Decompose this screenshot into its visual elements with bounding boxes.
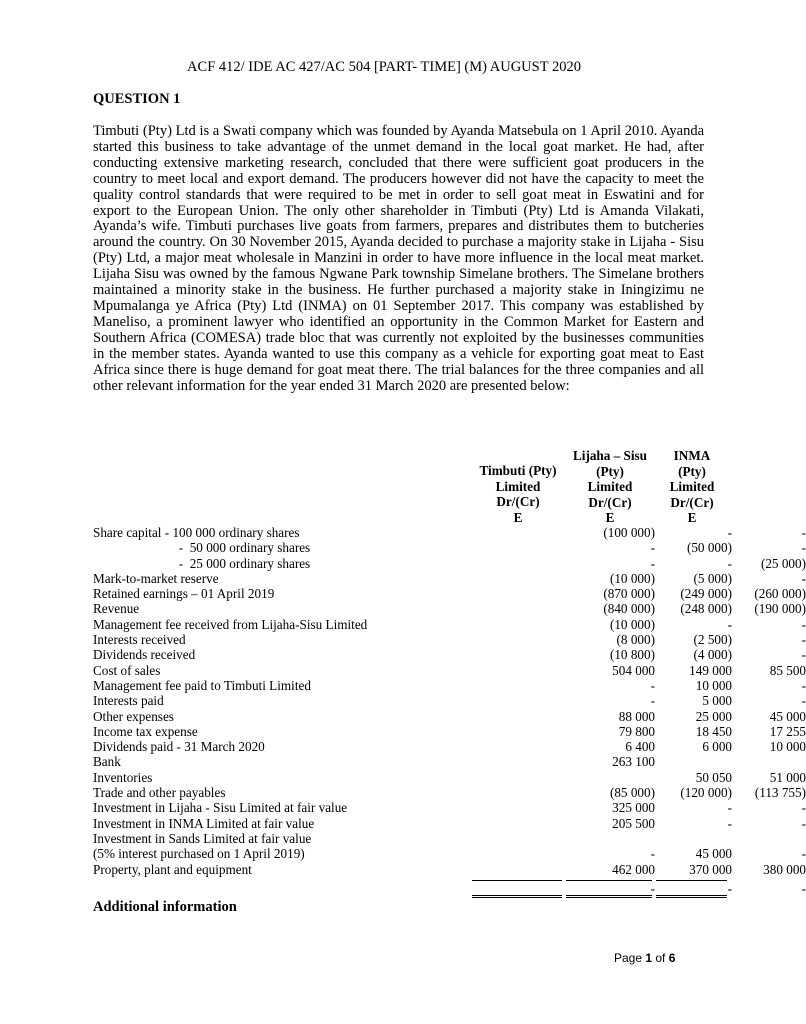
row-label: Revenue: [93, 601, 140, 617]
column-header-line: Dr/(Cr): [588, 494, 632, 510]
question-title: QUESTION 1: [93, 91, 181, 107]
timbuti-value: (10 000): [609, 570, 655, 586]
column-header-line: Dr/(Cr): [496, 494, 540, 509]
column-header-line: Limited: [669, 479, 715, 494]
timbuti-value: 205 500: [612, 815, 655, 831]
totals-row: [93, 881, 806, 896]
inma-value: 51 000: [769, 769, 806, 785]
page-number: [614, 951, 675, 965]
table-row: [93, 693, 806, 709]
lijaha-sisu-total: -: [727, 881, 732, 896]
row-label: Interests paid: [93, 693, 164, 709]
total-double-rule: [566, 895, 652, 898]
row-label: Inventories: [93, 769, 153, 785]
row-label: [93, 831, 311, 862]
inma-value: 45 000: [769, 708, 806, 724]
column-header-line: E: [513, 509, 523, 525]
column-header-inma: [656, 448, 728, 526]
inma-value: -: [801, 540, 806, 556]
table-row: [93, 815, 806, 831]
row-label: Investment in Lijaha - Sisu Limited at fair value: [93, 800, 348, 816]
timbuti-value: (840 000): [603, 601, 655, 617]
row-label: Share capital - 100 000 ordinary shares: [93, 525, 300, 540]
row-label: Interests received: [93, 632, 186, 648]
timbuti-value: 462 000: [612, 861, 655, 877]
timbuti-value: 6 400: [625, 739, 655, 755]
inma-value: 380 000: [763, 861, 806, 877]
table-row: [93, 632, 806, 648]
inma-value: -: [801, 632, 806, 648]
table-row: [93, 677, 806, 693]
lijaha-sisu-value: (5 000): [693, 570, 732, 586]
table-row: [93, 800, 806, 816]
column-header-line: Lijaha – Sisu: [572, 448, 648, 463]
column-header-line: (Pty): [678, 463, 706, 479]
timbuti-value: (100 000): [603, 525, 655, 540]
column-header-line: E: [605, 510, 615, 525]
row-label: Other expenses: [93, 708, 174, 724]
table-row: [93, 861, 806, 877]
table-row: [93, 540, 806, 556]
inma-value: 10 000: [769, 739, 806, 755]
column-header-line: Timbuti (Pty): [479, 463, 557, 478]
table-row: [93, 769, 806, 785]
inma-total: -: [801, 881, 806, 896]
table-row: [93, 616, 806, 632]
inma-value: -: [801, 693, 806, 709]
total-double-rule: [472, 895, 562, 898]
lijaha-sisu-value: 50 050: [695, 769, 732, 785]
inma-value: -: [801, 647, 806, 663]
inma-value: (260 000): [754, 586, 806, 602]
timbuti-value: -: [650, 846, 655, 862]
inma-value: (113 755): [754, 785, 806, 801]
lijaha-sisu-value: (50 000): [686, 540, 732, 556]
inma-value: -: [801, 570, 806, 586]
column-header-line: (Pty): [596, 463, 624, 479]
lijaha-sisu-value: 45 000: [695, 846, 732, 862]
document-header: ACF 412/ IDE AC 427/AC 504 [PART- TIME] (M) AUGUST 2020: [187, 59, 581, 75]
lijaha-sisu-value: 6 000: [702, 739, 732, 755]
inma-value: (190 000): [754, 601, 806, 617]
timbuti-value: (85 000): [609, 785, 655, 801]
inma-value: -: [801, 525, 806, 540]
page-total: 6: [668, 951, 676, 965]
lijaha-sisu-value: -: [727, 800, 732, 816]
column-header-lijaha-sisu: [564, 448, 656, 526]
inma-value: -: [801, 815, 806, 831]
table-row: [93, 708, 806, 724]
lijaha-sisu-value: -: [727, 555, 732, 571]
trial-balance-table: [93, 525, 806, 877]
row-label: Trade and other payables: [93, 785, 226, 801]
timbuti-value: 504 000: [612, 662, 655, 678]
table-row: [93, 739, 806, 755]
inma-value: -: [801, 846, 806, 862]
lijaha-sisu-value: 149 000: [689, 662, 732, 678]
lijaha-sisu-value: 370 000: [689, 861, 732, 877]
lijaha-sisu-value: (120 000): [680, 785, 732, 801]
lijaha-sisu-value: 10 000: [695, 677, 732, 693]
timbuti-value: 88 000: [618, 708, 655, 724]
lijaha-sisu-value: -: [727, 815, 732, 831]
inma-value: -: [801, 800, 806, 816]
row-label-line: Investment in Sands Limited at fair value: [93, 830, 312, 846]
row-label: Income tax expense: [93, 723, 198, 739]
inma-value: (25 000): [760, 555, 806, 571]
inma-value: -: [801, 616, 806, 632]
row-label: Dividends paid - 31 March 2020: [93, 739, 265, 755]
table-row: [93, 662, 806, 678]
lijaha-sisu-value: 18 450: [695, 723, 732, 739]
table-row: [93, 601, 806, 617]
timbuti-value: -: [650, 677, 655, 693]
table-row: [93, 570, 806, 586]
page-prefix: Page: [614, 951, 646, 965]
lijaha-sisu-value: (249 000): [680, 586, 732, 602]
row-label: Retained earnings – 01 April 2019: [93, 586, 275, 602]
additional-information-heading: Additional information: [93, 899, 237, 915]
table-row: [93, 785, 806, 801]
total-double-rule: [656, 895, 727, 898]
timbuti-value: (870 000): [603, 586, 655, 602]
lijaha-sisu-value: -: [727, 525, 732, 540]
lijaha-sisu-value: 25 000: [695, 708, 732, 724]
lijaha-sisu-value: -: [727, 616, 732, 632]
timbuti-value: -: [650, 555, 655, 571]
table-row: [93, 555, 806, 571]
column-header-line: E: [687, 510, 697, 525]
timbuti-value: -: [650, 693, 655, 709]
lijaha-sisu-value: 5 000: [702, 693, 732, 709]
table-row: [93, 754, 733, 769]
column-header-line: Dr/(Cr): [670, 494, 714, 510]
row-label: Cost of sales: [93, 662, 161, 678]
row-label: - 25 000 ordinary shares: [93, 555, 311, 571]
column-header-line: Limited: [495, 478, 541, 494]
lijaha-sisu-value: (248 000): [680, 601, 732, 617]
inma-value: 17 255: [769, 723, 806, 739]
timbuti-value: 325 000: [612, 800, 655, 816]
timbuti-value: (8 000): [616, 632, 655, 648]
row-label: Bank: [93, 754, 121, 770]
row-label: Management fee received from Lijaha-Sisu Limited: [93, 616, 368, 632]
inma-value: 85 500: [769, 662, 806, 678]
column-header-line: INMA: [673, 448, 711, 463]
row-label: Property, plant and equipment: [93, 861, 252, 877]
table-row: [93, 647, 806, 663]
inma-value: -: [801, 677, 806, 693]
timbuti-value: (10 800): [609, 647, 655, 663]
table-row: [93, 723, 806, 739]
row-label: - 50 000 ordinary shares: [93, 540, 311, 556]
page-mid: of: [652, 951, 669, 965]
timbuti-value: (10 000): [609, 616, 655, 632]
row-label-line: (5% interest purchased on 1 April 2019): [93, 846, 305, 862]
column-header-line: Limited: [587, 479, 633, 494]
timbuti-value: -: [650, 540, 655, 556]
row-label: Investment in INMA Limited at fair value: [93, 815, 315, 831]
timbuti-total: -: [650, 881, 655, 896]
column-header-timbuti: [468, 463, 568, 525]
row-label: Management fee paid to Timbuti Limited: [93, 677, 311, 693]
table-row: [93, 830, 806, 862]
row-label: Dividends received: [93, 647, 196, 663]
timbuti-value: 79 800: [618, 723, 655, 739]
question-paragraph: Timbuti (Pty) Ltd is a Swati company which was founded by Ayanda Matsebula on 1 April 2010. Ayanda started this business to take advantage of the unmet demand in the local goat market. He had, after conducting extensive marketing research, concluded that there were sufficient goat producers in the country to meet local and export demand. The producers however did not have the capacity to meet the quality control standards that were required to be met in order to sell goat meat in Eswatini and for export to the European Union. The only other shareholder in Timbuti (Pty) Ltd is Amanda Vilakati, Ayanda’s wife. Timbuti purchases live goats from farmers, prepares and distributes them to butcheries around the country. On 30 November 2015, Ayanda decided to purchase a majority stake in Lijaha - Sisu (Pty) Ltd, a major meat wholesale in Manzini in order to have more influence in the local meat market. Lijaha Sisu was owned by the famous Ngwane Park township Simelane brothers. The Simelane brothers maintained a minority stake in the business. He further purchased a majority stake in Iningizimu ne Mpumalanga ye Africa (Pty) Ltd (INMA) on 01 September 2017. This company was established by Maneliso, a prominent lawyer who identified an opportunity in the Common Market for Eastern and Southern Africa (COMESA) trade bloc that was currently not exploited by the businesses communities in the member states. Ayanda wanted to use this company as a vehicle for exporting goat meat to East Africa since there is huge demand for goat meat there. The trial balances for the three companies and all other relevant information for the year ended 31 March 2020 are presented below:: [93, 123, 704, 394]
table-row: [93, 586, 806, 602]
table-row: [93, 525, 806, 540]
row-label: Mark-to-market reserve: [93, 570, 219, 586]
lijaha-sisu-value: (2 500): [693, 632, 732, 648]
lijaha-sisu-value: (4 000): [693, 647, 732, 663]
page-current: 1: [645, 951, 653, 965]
timbuti-value: 263 100: [612, 754, 655, 770]
